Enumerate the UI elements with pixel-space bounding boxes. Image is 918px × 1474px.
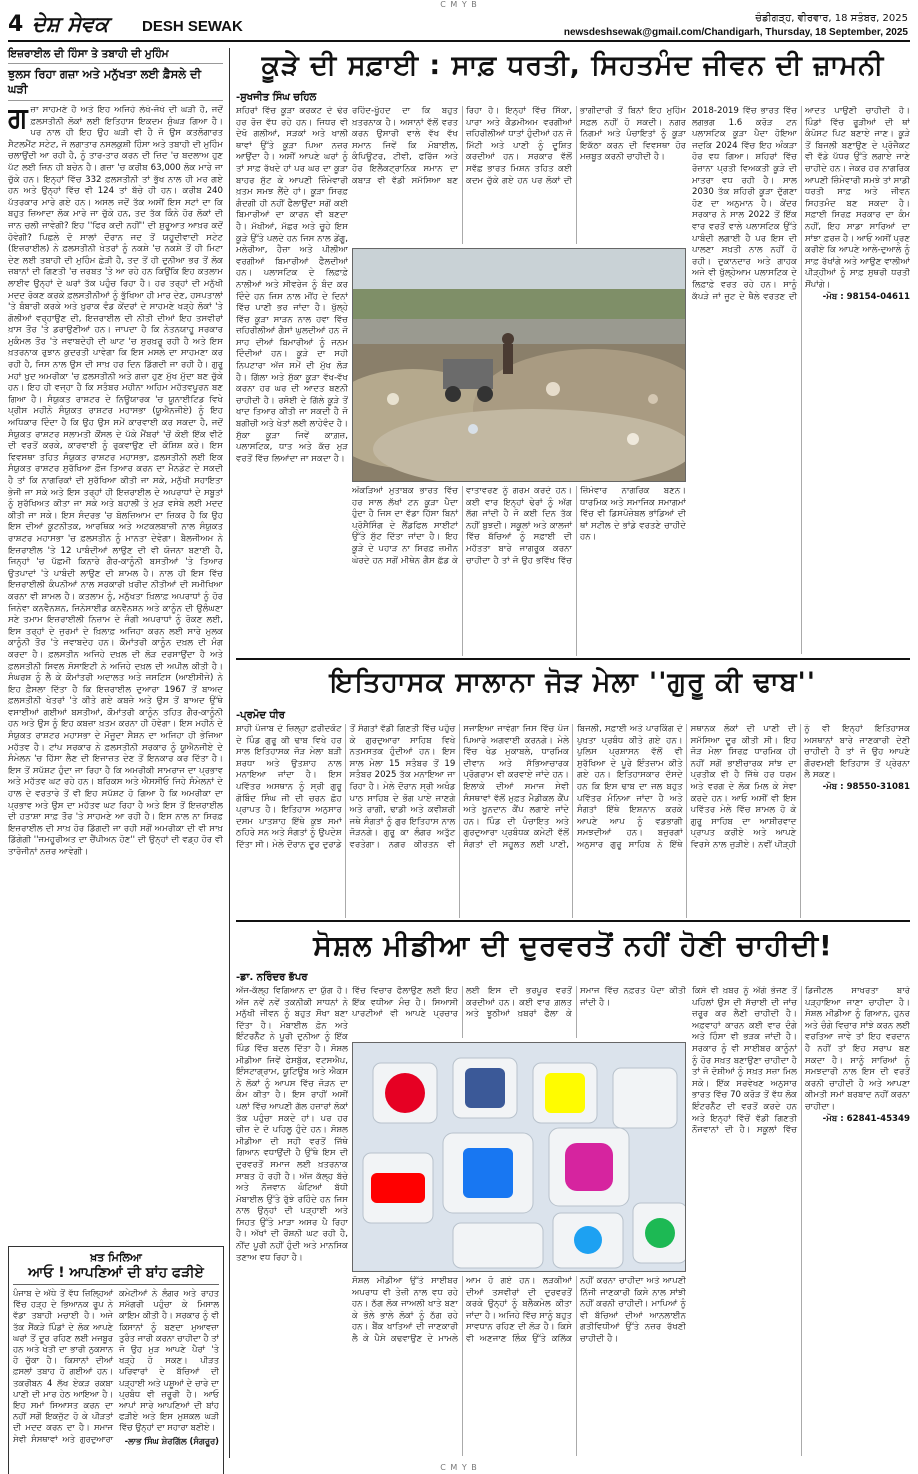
article3-column-c: ਸੋਸ਼ਲ ਮੀਡੀਆ ਉੱਤੇ ਸਾਈਬਰ ਅਪਰਾਧ ਵੀ ਤੇਜ਼ੀ ਨਾਲ ਵਧ ਰਹੇ ਹਨ। ਠੱਗ ਲੋਕ ਜਾਅਲੀ ਖਾਤੇ ਬਣਾ ਕੇ ਭੋਲੇ ਭਾਲੇ ਲੋਕਾਂ ਨੂੰ ਠੱਗ ਰਹੇ ਹਨ। ਬੈਂਕ ਖਾਤਿਆਂ ਦੀ ਜਾਣਕਾਰੀ ਲੈ ਕੇ ਪੈਸੇ ਕਢਵਾਉਣ ਦੇ ਮਾਮਲੇ ਆਮ ਹੋ ਗਏ ਹਨ। ਲੜਕੀਆਂ ਦੀਆਂ ਤਸਵੀਰਾਂ ਦੀ ਦੁਰਵਰਤੋਂ ਕਰਕੇ ਉਨ੍ਹਾਂ ਨੂੰ ਬਲੈਕਮੇਲ ਕੀਤਾ ਜਾਂਦਾ ਹੈ। ਅਜਿਹੇ ਵਿੱਚ ਸਾਨੂੰ ਬਹੁਤ ਸਾਵਧਾਨ ਰਹਿਣ ਦੀ ਲੋੜ ਹੈ। ਕਿਸੇ ਵੀ ਅਣਜਾਣ ਲਿੰਕ ਉੱਤੇ ਕਲਿੱਕ ਨਹੀਂ ਕਰਨਾ ਚਾਹੀਦਾ ਅਤੇ ਆਪਣੀ ਨਿੱਜੀ ਜਾਣਕਾਰੀ ਕਿਸੇ ਨਾਲ ਸਾਂਝੀ ਨਹੀਂ ਕਰਨੀ ਚਾਹੀਦੀ। ਮਾਪਿਆਂ ਨੂੰ ਵੀ ਬੱਚਿਆਂ ਦੀਆਂ ਆਨਲਾਈਨ ਗਤੀਵਿਧੀਆਂ ਉੱਤੇ ਨਜ਼ਰ ਰੱਖਣੀ ਚਾਹੀਦੀ ਹੈ। (352, 1276, 686, 1344)
article3-headline: ਸੋਸ਼ਲ ਮੀਡੀਆ ਦੀ ਦੁਰਵਰਤੋਂ ਨਹੀਂ ਹੋਣੀ ਚਾਹੀਦੀ! (313, 929, 833, 962)
brand-punjabi: ਦੇਸ਼ ਸੇਵਕ (32, 12, 109, 36)
masthead (8, 12, 910, 42)
social-media-keys-illustration (353, 1043, 686, 1272)
left-article-body (8, 105, 223, 1175)
print-registration-top: C M Y B (440, 0, 478, 9)
article1-column-b: ਰਹਿੰਦ-ਖੂੰਹਦ ਦਾ ਕਿ ਬਹੁਤ ਖ਼ਤਰਨਾਕ ਹੈ। ਅਸਾਨਾਂ ਵੱਲੋਂ ਵਰਤ ਕਰਨ ਉਸਾਰੀ ਵਾਲੇ ਵੱਖ ਵੱਖ ਸਮਾਨ ਜਿਵੇਂ ਕਿ ਮੋਬਾਈਲ, ਕੰਪਿਊਟਰ, ਟੀਵੀ, ਫਰਿੱਜ ਅਤੇ ਹੋਰ ਇਲੈਕਟ੍ਰਾਨਿਕ ਸਮਾਨ ਦਾ ਕਬਾੜ ਵੀ ਵੱਡੀ ਸਮੱਸਿਆ ਬਣ ਰਿਹਾ ਹੈ। ਇਨ੍ਹਾਂ ਵਿੱਚ ਸਿੱਕਾ, ਪਾਰਾ ਅਤੇ ਕੈਡਮੀਅਮ ਵਰਗੀਆਂ ਜ਼ਹਿਰੀਲੀਆਂ ਧਾਤਾਂ ਹੁੰਦੀਆਂ ਹਨ ਜੋ ਮਿੱਟੀ ਅਤੇ ਪਾਣੀ ਨੂੰ ਦੂਸ਼ਿਤ ਕਰਦੀਆਂ ਹਨ। ਸਰਕਾਰ ਵੱਲੋਂ ਸਵੱਛ ਭਾਰਤ ਮਿਸ਼ਨ ਤਹਿਤ ਕਈ ਕਦਮ ਚੁੱਕੇ ਗਏ ਹਨ ਪਰ ਲੋਕਾਂ ਦੀ ਭਾਗੀਦਾਰੀ ਤੋਂ ਬਿਨਾਂ ਇਹ ਮੁਹਿੰਮ ਸਫ਼ਲ ਨਹੀਂ ਹੋ ਸਕਦੀ। ਨਗਰ ਨਿਗਮਾਂ ਅਤੇ ਪੰਚਾਇਤਾਂ ਨੂੰ ਕੂੜਾ ਇਕੱਠਾ ਕਰਨ ਦੀ ਵਿਵਸਥਾ ਹੋਰ ਮਜ਼ਬੂਤ ਕਰਨੀ ਚਾਹੀਦੀ ਹੈ। (352, 106, 686, 186)
letters-body (13, 1288, 219, 1474)
left-column (8, 48, 230, 1458)
article3-column-a: ਅੱਜ-ਕੱਲ੍ਹ ਵਿਗਿਆਨ ਦਾ ਯੁੱਗ ਹੈ। ਅੱਜ ਨਵੇਂ ਨਵੇਂ ਤਕਨੀਕੀ ਸਾਧਨਾਂ ਨੇ ਮਨੁੱਖੀ ਜੀਵਨ ਨੂੰ ਬਹੁਤ ਸੌਖਾ ਬਣਾ ਦਿੱਤਾ ਹੈ। ਮੋਬਾਈਲ ਫ਼ੋਨ ਅਤੇ ਇੰਟਰਨੈੱਟ ਨੇ ਪੂਰੀ ਦੁਨੀਆ ਨੂੰ ਇੱਕ ਪਿੰਡ ਵਿੱਚ ਬਦਲ ਦਿੱਤਾ ਹੈ। ਸੋਸ਼ਲ ਮੀਡੀਆ ਜਿਵੇਂ ਫੇਸਬੁੱਕ, ਵਟਸਐਪ, ਇੰਸਟਾਗ੍ਰਾਮ, ਯੂਟਿਊਬ ਅਤੇ ਐਕਸ ਨੇ ਲੋਕਾਂ ਨੂੰ ਆਪਸ ਵਿੱਚ ਜੋੜਨ ਦਾ ਕੰਮ ਕੀਤਾ ਹੈ। ਇਸ ਰਾਹੀਂ ਅਸੀਂ ਪਲਾਂ ਵਿੱਚ ਆਪਣੀ ਗੱਲ ਹਜ਼ਾਰਾਂ ਲੋਕਾਂ ਤੱਕ ਪਹੁੰਚਾ ਸਕਦੇ ਹਾਂ। ਪਰ ਹਰ ਚੀਜ਼ ਦੇ ਦੋ ਪਹਿਲੂ ਹੁੰਦੇ ਹਨ। ਸੋਸ਼ਲ ਮੀਡੀਆ ਦੀ ਸਹੀ ਵਰਤੋਂ ਜਿੱਥੇ ਗਿਆਨ ਵਧਾਉਂਦੀ ਹੈ ਉੱਥੇ ਇਸ ਦੀ ਦੁਰਵਰਤੋਂ ਸਮਾਜ ਲਈ ਖ਼ਤਰਨਾਕ ਸਾਬਤ ਹੋ ਰਹੀ ਹੈ। ਅੱਜ ਕੱਲ੍ਹ ਬੱਚੇ ਅਤੇ ਨੌਜਵਾਨ ਘੰਟਿਆਂ ਬੱਧੀ ਮੋਬਾਈਲ ਉੱਤੇ ਰੁੱਝੇ ਰਹਿੰਦੇ ਹਨ ਜਿਸ ਨਾਲ ਉਨ੍ਹਾਂ ਦੀ ਪੜ੍ਹਾਈ ਅਤੇ ਸਿਹਤ ਉੱਤੇ ਮਾੜਾ ਅਸਰ ਪੈ ਰਿਹਾ ਹੈ। ਅੱਖਾਂ ਦੀ ਰੌਸ਼ਨੀ ਘਟ ਰਹੀ ਹੈ, ਨੀਂਦ ਪੂਰੀ ਨਹੀਂ ਹੁੰਦੀ ਅਤੇ ਮਾਨਸਿਕ ਤਣਾਅ ਵਧ ਰਿਹਾ ਹੈ। (236, 986, 348, 1263)
article1-column-a: ਸ਼ਹਿਰਾਂ ਵਿੱਚ ਕੂੜਾ ਕਰਕਟ ਦੇ ਢੇਰ ਹਰ ਰੋਜ਼ ਵੱਧ ਰਹੇ ਹਨ। ਜਿਧਰ ਵੀ ਦੇਖੋ ਗਲੀਆਂ, ਸੜਕਾਂ ਅਤੇ ਖਾਲੀ ਥਾਵਾਂ ਉੱਤੇ ਕੂੜਾ ਪਿਆ ਨਜ਼ਰ ਆਉਂਦਾ ਹੈ। ਅਸੀਂ ਆਪਣੇ ਘਰਾਂ ਨੂੰ ਤਾਂ ਸਾਫ਼ ਰੱਖਦੇ ਹਾਂ ਪਰ ਘਰ ਦਾ ਕੂੜਾ ਬਾਹਰ ਸੁੱਟ ਕੇ ਆਪਣੀ ਜ਼ਿੰਮੇਵਾਰੀ ਖ਼ਤਮ ਸਮਝ ਲੈਂਦੇ ਹਾਂ। ਕੂੜਾ ਸਿਰਫ਼ ਗੰਦਗੀ ਹੀ ਨਹੀਂ ਫੈਲਾਉਂਦਾ ਸਗੋਂ ਕਈ ਬਿਮਾਰੀਆਂ ਦਾ ਕਾਰਨ ਵੀ ਬਣਦਾ ਹੈ। ਮੱਖੀਆਂ, ਮੱਛਰ ਅਤੇ ਚੂਹੇ ਇਸ ਕੂੜੇ ਉੱਤੇ ਪਲਦੇ ਹਨ ਜਿਸ ਨਾਲ ਡੇਂਗੂ, ਮਲੇਰੀਆ, ਹੈਜ਼ਾ ਅਤੇ ਪੀਲੀਆ ਵਰਗੀਆਂ ਬਿਮਾਰੀਆਂ ਫੈਲਦੀਆਂ ਹਨ। ਪਲਾਸਟਿਕ ਦੇ ਲਿਫ਼ਾਫ਼ੇ ਨਾਲੀਆਂ ਅਤੇ ਸੀਵਰੇਜ ਨੂੰ ਬੰਦ ਕਰ ਦਿੰਦੇ ਹਨ ਜਿਸ ਨਾਲ ਮੀਂਹ ਦੇ ਦਿਨਾਂ ਵਿੱਚ ਪਾਣੀ ਭਰ ਜਾਂਦਾ ਹੈ। ਖੁੱਲ੍ਹੇ ਵਿੱਚ ਕੂੜਾ ਸਾੜਨ ਨਾਲ ਹਵਾ ਵਿੱਚ ਜ਼ਹਿਰੀਲੀਆਂ ਗੈਸਾਂ ਘੁਲਦੀਆਂ ਹਨ ਜੋ ਸਾਹ ਦੀਆਂ ਬਿਮਾਰੀਆਂ ਨੂੰ ਜਨਮ ਦਿੰਦੀਆਂ ਹਨ। ਕੂੜੇ ਦਾ ਸਹੀ ਨਿਪਟਾਰਾ ਅੱਜ ਸਮੇਂ ਦੀ ਮੁੱਖ ਲੋੜ ਹੈ। ਗਿੱਲਾ ਅਤੇ ਸੁੱਕਾ ਕੂੜਾ ਵੱਖ-ਵੱਖ ਕਰਨਾ ਹਰ ਘਰ ਦੀ ਆਦਤ ਬਣਨੀ ਚਾਹੀਦੀ ਹੈ। ਰਸੋਈ ਦੇ ਗਿੱਲੇ ਕੂੜੇ ਤੋਂ ਖਾਦ ਤਿਆਰ ਕੀਤੀ ਜਾ ਸਕਦੀ ਹੈ ਜੋ ਬਗੀਚੀ ਅਤੇ ਖੇਤਾਂ ਲਈ ਲਾਹੇਵੰਦ ਹੈ। ਸੁੱਕਾ ਕੂੜਾ ਜਿਵੇਂ ਕਾਗ਼ਜ਼, ਪਲਾਸਟਿਕ, ਧਾਤ ਅਤੇ ਕੱਚ ਮੁੜ ਵਰਤੋਂ ਵਿੱਚ ਲਿਆਂਦਾ ਜਾ ਸਕਦਾ ਹੈ। (236, 106, 348, 464)
article1-column-d-text: 2018-2019 ਵਿੱਚ ਭਾਰਤ ਵਿੱਚ ਲਗਭਗ 1.6 ਕਰੋੜ ਟਨ ਪਲਾਸਟਿਕ ਕੂੜਾ ਪੈਦਾ ਹੋਇਆ ਜਦਕਿ 2024 ਵਿੱਚ ਇਹ ਅੰਕੜਾ ਹੋਰ ਵਧ ਗਿਆ। ਸ਼ਹਿਰਾਂ ਵਿੱਚ ਰੋਜ਼ਾਨਾ ਪ੍ਰਤੀ ਵਿਅਕਤੀ ਕੂੜੇ ਦੀ ਮਾਤਰਾ ਵਧ ਰਹੀ ਹੈ। ਸਾਲ 2030 ਤੱਕ ਸ਼ਹਿਰੀ ਕੂੜਾ ਦੁੱਗਣਾ ਹੋਣ ਦਾ ਅਨੁਮਾਨ ਹੈ। ਕੇਂਦਰ ਸਰਕਾਰ ਨੇ ਸਾਲ 2022 ਤੋਂ ਇੱਕ ਵਾਰ ਵਰਤੋਂ ਵਾਲੇ ਪਲਾਸਟਿਕ ਉੱਤੇ ਪਾਬੰਦੀ ਲਗਾਈ ਹੈ ਪਰ ਇਸ ਦੀ ਪਾਲਣਾ ਸਖ਼ਤੀ ਨਾਲ ਨਹੀਂ ਹੋ ਰਹੀ। ਦੁਕਾਨਦਾਰ ਅਤੇ ਗਾਹਕ ਅਜੇ ਵੀ ਖੁੱਲ੍ਹੇਆਮ ਪਲਾਸਟਿਕ ਦੇ ਲਿਫ਼ਾਫ਼ੇ ਵਰਤ ਰਹੇ ਹਨ। ਸਾਨੂੰ ਕੱਪੜੇ ਜਾਂ ਜੂਟ ਦੇ ਥੈਲੇ ਵਰਤਣ ਦੀ ਆਦਤ ਪਾਉਣੀ ਚਾਹੀਦੀ ਹੈ। ਪਿੰਡਾਂ ਵਿੱਚ ਰੂੜੀਆਂ ਦੀ ਥਾਂ ਕੰਪੋਸਟ ਪਿਟ ਬਣਾਏ ਜਾਣ। ਕੂੜੇ ਤੋਂ ਬਿਜਲੀ ਬਣਾਉਣ ਦੇ ਪ੍ਰੋਜੈਕਟ ਵੀ ਵੱਡੇ ਪੱਧਰ ਉੱਤੇ ਲਗਾਏ ਜਾਣੇ ਚਾਹੀਦੇ ਹਨ। ਜੇਕਰ ਹਰ ਨਾਗਰਿਕ ਆਪਣੀ ਜ਼ਿੰਮੇਵਾਰੀ ਸਮਝੇ ਤਾਂ ਸਾਡੀ ਧਰਤੀ ਸਾਫ਼ ਅਤੇ ਜੀਵਨ ਸਿਹਤਮੰਦ ਬਣ ਸਕਦਾ ਹੈ। ਸਫ਼ਾਈ ਸਿਰਫ਼ ਸਰਕਾਰ ਦਾ ਕੰਮ ਨਹੀਂ, ਇਹ ਸਾਡਾ ਸਾਰਿਆਂ ਦਾ ਸਾਂਝਾ ਫ਼ਰਜ਼ ਹੈ। ਆਓ ਅਸੀਂ ਪ੍ਰਣ ਕਰੀਏ ਕਿ ਆਪਣੇ ਆਲੇ-ਦੁਆਲੇ ਨੂੰ ਸਾਫ਼ ਰੱਖਾਂਗੇ ਅਤੇ ਆਉਣ ਵਾਲੀਆਂ ਪੀੜ੍ਹੀਆਂ ਨੂੰ ਸਾਫ਼ ਸੁਥਰੀ ਧਰਤੀ ਸੌਂਪਾਂਗੇ। (692, 106, 910, 302)
letters-text: ਪੰਜਾਬ ਦੇ ਅੱਧੇ ਤੋਂ ਵੱਧ ਜ਼ਿਲ੍ਹਿਆਂ ਵਿੱਚ ਹੜ੍ਹ ਦੇ ਭਿਆਨਕ ਰੂਪ ਨੇ ਵੱਡਾ ਤਬਾਹੀ ਮਚਾਈ ਹੈ। ਅਜੇ ਤੱਕ ਸੈਂਕੜੇ ਪਿੰਡਾਂ ਦੇ ਲੋਕ ਆਪਣੇ ਘਰਾਂ ਤੋਂ ਦੂਰ ਰਹਿਣ ਲਈ ਮਜਬੂਰ ਹਨ ਅਤੇ ਖੇਤੀ ਦਾ ਭਾਰੀ ਨੁਕਸਾਨ ਹੋ ਚੁੱਕਾ ਹੈ। ਕਿਸਾਨਾਂ ਦੀਆਂ ਫ਼ਸਲਾਂ ਤਬਾਹ ਹੋ ਗਈਆਂ ਹਨ। ਤਕਰੀਬਨ 4 ਲੱਖ ਏਕੜ ਰਕਬਾ ਪਾਣੀ ਦੀ ਮਾਰ ਹੇਠ ਆਇਆ ਹੈ। ਇਹ ਸਮਾਂ ਸਿਆਸਤ ਕਰਨ ਦਾ ਨਹੀਂ ਸਗੋਂ ਇਕਜੁੱਟ ਹੋ ਕੇ ਪੀੜਤਾਂ ਦੀ ਮਦਦ ਕਰਨ ਦਾ ਹੈ। ਸਮਾਜ ਸੇਵੀ ਸੰਸਥਾਵਾਂ ਅਤੇ ਗੁਰਦੁਆਰਾ ਕਮੇਟੀਆਂ ਨੇ ਲੰਗਰ ਅਤੇ ਰਾਹਤ ਸਮੱਗਰੀ ਪਹੁੰਚਾ ਕੇ ਮਿਸਾਲ ਕਾਇਮ ਕੀਤੀ ਹੈ। ਸਰਕਾਰ ਨੂੰ ਵੀ ਕਿਸਾਨਾਂ ਨੂੰ ਬਣਦਾ ਮੁਆਵਜ਼ਾ ਤੁਰੰਤ ਜਾਰੀ ਕਰਨਾ ਚਾਹੀਦਾ ਹੈ ਤਾਂ ਜੋ ਉਹ ਮੁੜ ਆਪਣੇ ਪੈਰਾਂ 'ਤੇ ਖੜ੍ਹੇ ਹੋ ਸਕਣ। ਪੀੜਤ ਪਰਿਵਾਰਾਂ ਦੇ ਬੱਚਿਆਂ ਦੀ ਪੜ੍ਹਾਈ ਅਤੇ ਪਸ਼ੂਆਂ ਦੇ ਚਾਰੇ ਦਾ ਪ੍ਰਬੰਧ ਵੀ ਜ਼ਰੂਰੀ ਹੈ। ਆਓ ਆਪਾਂ ਸਾਰੇ ਆਪਣਿਆਂ ਦੀ ਬਾਂਹ ਫੜੀਏ ਅਤੇ ਇਸ ਮੁਸ਼ਕਲ ਘੜੀ ਵਿੱਚ ਉਨ੍ਹਾਂ ਦਾ ਸਹਾਰਾ ਬਣੀਏ। (13, 1288, 219, 1444)
article1-column-c: ਅੰਕੜਿਆਂ ਮੁਤਾਬਕ ਭਾਰਤ ਵਿੱਚ ਹਰ ਸਾਲ ਲੱਖਾਂ ਟਨ ਕੂੜਾ ਪੈਦਾ ਹੁੰਦਾ ਹੈ ਜਿਸ ਦਾ ਵੱਡਾ ਹਿੱਸਾ ਬਿਨਾਂ ਪ੍ਰੋਸੈਸਿੰਗ ਦੇ ਲੈਂਡਫਿਲ ਸਾਈਟਾਂ ਉੱਤੇ ਸੁੱਟ ਦਿੱਤਾ ਜਾਂਦਾ ਹੈ। ਇਹ ਕੂੜੇ ਦੇ ਪਹਾੜ ਨਾ ਸਿਰਫ਼ ਜ਼ਮੀਨ ਘੇਰਦੇ ਹਨ ਸਗੋਂ ਮੀਥੇਨ ਗੈਸ ਛੱਡ ਕੇ ਵਾਤਾਵਰਣ ਨੂੰ ਗਰਮ ਕਰਦੇ ਹਨ। ਕਈ ਵਾਰ ਇਨ੍ਹਾਂ ਢੇਰਾਂ ਨੂੰ ਅੱਗ ਲੱਗ ਜਾਂਦੀ ਹੈ ਜੋ ਕਈ ਦਿਨ ਤੱਕ ਨਹੀਂ ਬੁਝਦੀ। ਸਕੂਲਾਂ ਅਤੇ ਕਾਲਜਾਂ ਵਿੱਚ ਬੱਚਿਆਂ ਨੂੰ ਸਫ਼ਾਈ ਦੀ ਮਹੱਤਤਾ ਬਾਰੇ ਜਾਗਰੂਕ ਕਰਨਾ ਚਾਹੀਦਾ ਹੈ ਤਾਂ ਜੋ ਉਹ ਭਵਿੱਖ ਵਿੱਚ ਜ਼ਿੰਮੇਵਾਰ ਨਾਗਰਿਕ ਬਣਨ। ਧਾਰਮਿਕ ਅਤੇ ਸਮਾਜਿਕ ਸਮਾਗਮਾਂ ਵਿੱਚ ਵੀ ਡਿਸਪੋਜ਼ੇਬਲ ਭਾਂਡਿਆਂ ਦੀ ਥਾਂ ਸਟੀਲ ਦੇ ਭਾਂਡੇ ਵਰਤਣੇ ਚਾਹੀਦੇ ਹਨ। (352, 486, 686, 566)
left-article-kicker: ਇਜ਼ਰਾਈਲ ਦੀ ਹਿੰਸਾ ਤੇ ਤਬਾਹੀ ਦੀ ਮੁਹਿੰਮ (8, 48, 223, 64)
garbage-dump-illustration (353, 249, 686, 482)
social-media-keyboard-photo (352, 1042, 686, 1272)
article2-body (236, 724, 910, 918)
article1-byline: -ਸੁਖਜੀਤ ਸਿੰਘ ਚਹਿਲ (236, 92, 317, 103)
article2-text: ਸ਼ਾਹੀ ਪੰਜਾਬ ਦੇ ਜ਼ਿਲ੍ਹਾ ਫ਼ਰੀਦਕੋਟ ਦੇ ਪਿੰਡ ਗੁਰੂ ਕੀ ਢਾਬ ਵਿਖੇ ਹਰ ਸਾਲ ਇਤਿਹਾਸਕ ਜੋੜ ਮੇਲਾ ਬੜੀ ਸ਼ਰਧਾ ਅਤੇ ਉਤਸ਼ਾਹ ਨਾਲ ਮਨਾਇਆ ਜਾਂਦਾ ਹੈ। ਇਸ ਪਵਿੱਤਰ ਅਸਥਾਨ ਨੂੰ ਸ੍ਰੀ ਗੁਰੂ ਗੋਬਿੰਦ ਸਿੰਘ ਜੀ ਦੀ ਚਰਨ ਛੋਹ ਪ੍ਰਾਪਤ ਹੈ। ਇਤਿਹਾਸ ਅਨੁਸਾਰ ਦਸਮ ਪਾਤਸ਼ਾਹ ਇੱਥੇ ਕੁਝ ਸਮਾਂ ਠਹਿਰੇ ਸਨ ਅਤੇ ਸੰਗਤਾਂ ਨੂੰ ਉਪਦੇਸ਼ ਦਿੱਤਾ ਸੀ। ਮੇਲੇ ਦੌਰਾਨ ਦੂਰ ਦੁਰਾਡੇ ਤੋਂ ਸੰਗਤਾਂ ਵੱਡੀ ਗਿਣਤੀ ਵਿੱਚ ਪਹੁੰਚ ਕੇ ਗੁਰਦੁਆਰਾ ਸਾਹਿਬ ਵਿਖੇ ਨਤਮਸਤਕ ਹੁੰਦੀਆਂ ਹਨ। ਇਸ ਸਾਲ ਮੇਲਾ 15 ਸਤੰਬਰ ਤੋਂ 19 ਸਤੰਬਰ 2025 ਤੱਕ ਮਨਾਇਆ ਜਾ ਰਿਹਾ ਹੈ। ਮੇਲੇ ਦੌਰਾਨ ਸ੍ਰੀ ਅਖੰਡ ਪਾਠ ਸਾਹਿਬ ਦੇ ਭੋਗ ਪਾਏ ਜਾਣਗੇ ਅਤੇ ਰਾਗੀ, ਢਾਡੀ ਅਤੇ ਕਵੀਸ਼ਰੀ ਜਥੇ ਸੰਗਤਾਂ ਨੂੰ ਗੁਰ ਇਤਿਹਾਸ ਨਾਲ ਜੋੜਨਗੇ। ਗੁਰੂ ਕਾ ਲੰਗਰ ਅਤੁੱਟ ਵਰਤੇਗਾ। ਨਗਰ ਕੀਰਤਨ ਵੀ ਸਜਾਇਆ ਜਾਵੇਗਾ ਜਿਸ ਵਿੱਚ ਪੰਜ ਪਿਆਰੇ ਅਗਵਾਈ ਕਰਨਗੇ। ਮੇਲੇ ਵਿੱਚ ਖੇਡ ਮੁਕਾਬਲੇ, ਧਾਰਮਿਕ ਦੀਵਾਨ ਅਤੇ ਸੱਭਿਆਚਾਰਕ ਪ੍ਰੋਗਰਾਮ ਵੀ ਕਰਵਾਏ ਜਾਂਦੇ ਹਨ। ਇਲਾਕੇ ਦੀਆਂ ਸਮਾਜ ਸੇਵੀ ਸੰਸਥਾਵਾਂ ਵੱਲੋਂ ਮੁਫ਼ਤ ਮੈਡੀਕਲ ਕੈਂਪ ਅਤੇ ਖ਼ੂਨਦਾਨ ਕੈਂਪ ਲਗਾਏ ਜਾਂਦੇ ਹਨ। ਪਿੰਡ ਦੀ ਪੰਚਾਇਤ ਅਤੇ ਗੁਰਦੁਆਰਾ ਪ੍ਰਬੰਧਕ ਕਮੇਟੀ ਵੱਲੋਂ ਸੰਗਤਾਂ ਦੀ ਸਹੂਲਤ ਲਈ ਪਾਣੀ, ਬਿਜਲੀ, ਸਫ਼ਾਈ ਅਤੇ ਪਾਰਕਿੰਗ ਦੇ ਪੁਖ਼ਤਾ ਪ੍ਰਬੰਧ ਕੀਤੇ ਗਏ ਹਨ। ਪੁਲਿਸ ਪ੍ਰਸ਼ਾਸਨ ਵੱਲੋਂ ਵੀ ਸੁਰੱਖਿਆ ਦੇ ਪੂਰੇ ਇੰਤਜ਼ਾਮ ਕੀਤੇ ਗਏ ਹਨ। ਇਤਿਹਾਸਕਾਰ ਦੱਸਦੇ ਹਨ ਕਿ ਇਸ ਢਾਬ ਦਾ ਜਲ ਬਹੁਤ ਪਵਿੱਤਰ ਮੰਨਿਆ ਜਾਂਦਾ ਹੈ ਅਤੇ ਸੰਗਤਾਂ ਇੱਥੇ ਇਸ਼ਨਾਨ ਕਰਕੇ ਆਪਣੇ ਆਪ ਨੂੰ ਵਡਭਾਗੀ ਸਮਝਦੀਆਂ ਹਨ। ਬਜ਼ੁਰਗਾਂ ਅਨੁਸਾਰ ਗੁਰੂ ਸਾਹਿਬ ਨੇ ਇੱਥੇ ਸਥਾਨਕ ਲੋਕਾਂ ਦੀ ਪਾਣੀ ਦੀ ਸਮੱਸਿਆ ਦੂਰ ਕੀਤੀ ਸੀ। ਇਹ ਜੋੜ ਮੇਲਾ ਸਿਰਫ਼ ਧਾਰਮਿਕ ਹੀ ਨਹੀਂ ਸਗੋਂ ਭਾਈਚਾਰਕ ਸਾਂਝ ਦਾ ਪ੍ਰਤੀਕ ਵੀ ਹੈ ਜਿੱਥੇ ਹਰ ਧਰਮ ਅਤੇ ਵਰਗ ਦੇ ਲੋਕ ਮਿਲ ਕੇ ਸੇਵਾ ਕਰਦੇ ਹਨ। ਆਓ ਅਸੀਂ ਵੀ ਇਸ ਪਵਿੱਤਰ ਮੇਲੇ ਵਿੱਚ ਸ਼ਾਮਲ ਹੋ ਕੇ ਗੁਰੂ ਸਾਹਿਬ ਦਾ ਆਸ਼ੀਰਵਾਦ ਪ੍ਰਾਪਤ ਕਰੀਏ ਅਤੇ ਆਪਣੇ ਵਿਰਸੇ ਨਾਲ ਜੁੜੀਏ। ਨਵੀਂ ਪੀੜ੍ਹੀ ਨੂੰ ਵੀ ਇਨ੍ਹਾਂ ਇਤਿਹਾਸਕ ਅਸਥਾਨਾਂ ਬਾਰੇ ਜਾਣਕਾਰੀ ਦੇਣੀ ਚਾਹੀਦੀ ਹੈ ਤਾਂ ਜੋ ਉਹ ਆਪਣੇ ਗੌਰਵਮਈ ਇਤਿਹਾਸ ਤੋਂ ਪ੍ਰੇਰਨਾ ਲੈ ਸਕਣ। (236, 724, 910, 850)
page-number: 4 (8, 12, 24, 37)
print-registration-bottom: C M Y B (440, 1463, 478, 1472)
article-guru-ki-dhab (236, 666, 910, 922)
article3-byline: -ਡਾ. ਨਰਿੰਦਰ ਭੱਪਰ (236, 972, 308, 983)
garbage-dump-photo (352, 248, 686, 482)
article-waste-cleanup (236, 48, 910, 660)
letters-kicker: ਖ਼ਤ ਮਿਲਿਆ (90, 1251, 142, 1264)
left-article-headline: ਝੁਲਸ ਰਿਹਾ ਗਜ਼ਾ ਅਤੇ ਮਨੁੱਖਤਾ ਲਈ ਫ਼ੈਸਲੇ ਦੀ ਘੜੀ (8, 67, 223, 101)
article1-column-d (692, 106, 910, 654)
letters-signature: -ਲਾਭ ਸਿੰਘ ਸ਼ੇਰਗਿੱਲ (ਸੰਗਰੂਰ) (124, 1435, 219, 1446)
left-article-text: ਜ਼ਾ ਸਾਹਮਣੇ ਹੈ ਅਤੇ ਇਹ ਅਜਿਹੇ ਲੇਖੇ-ਜੋਖੇ ਦੀ ਘੜੀ ਹੈ, ਜਦੋਂ ਫ਼ਲਸਤੀਨੀ ਲੋਕਾਂ ਲਈ ਇਤਿਹਾਸ ਇਕਦਮ ਸੁੰਘੜ ਗਿਆ ਹੈ। ਪਰ ਨਾਲ ਹੀ ਇਹ ਉਹ ਘੜੀ ਵੀ ਹੈ ਜੋ ਉਸ ਕਤਲੋਗਾਰਤ ਸੈਟਲਮੈਂਟ ਸਟੇਟ, ਜੋ ਲਗਾਤਾਰ ਨਸਲਕੁਸ਼ੀ ਹਿੰਸਾ ਅਤੇ ਤਬਾਹੀ ਦੀ ਮੁਹਿੰਮ ਚਲਾਉਂਦੀ ਆ ਰਹੀ ਹੈ, ਨੂੰ ਤਾਰ-ਤਾਰ ਕਰਨ ਦੀ ਜ਼ਿਦ 'ਚ ਬਦਲਾਅ ਹੁਣ ਪੱਟ ਲਈ ਜਿਨ ਹੀ ਬਚੇਨ ਹੈ। ਗਜ਼ਾ 'ਚ ਕਰੀਬ 63,000 ਲੋਕ ਮਾਰੇ ਜਾ ਚੁੱਕੇ ਹਨ। ਇਨ੍ਹਾਂ ਵਿੱਚ 332 ਫ਼ਲਸਤੀਨੀ ਤਾਂ ਭੁੱਖ ਨਾਲ ਹੀ ਮਰ ਗਏ ਹਨ ਅਤੇ ਉਨ੍ਹਾਂ ਵਿੱਚ ਵੀ 124 ਤਾਂ ਬੱਚੇ ਹੀ ਹਨ। ਕਰੀਬ 240 ਪੱਤਰਕਾਰ ਮਾਰੇ ਗਏ ਹਨ। ਅਸਲ ਜਦੋਂ ਤੱਕ ਅਸੀਂ ਇਸ ਸਟਾਂ ਦਾ ਕਿ ਬਹੁਤ ਜ਼ਿਆਦਾ ਲੋਕ ਮਾਰੇ ਜਾ ਚੁੱਕੇ ਹਨ, ਤਦ ਤੱਕ ਕਿੰਨੇ ਹੋਰ ਲੋਕਾਂ ਦੀ ਜਾਨ ਚਲੀ ਜਾਵੇਗੀ? ਇਹ ''ਫਿਰ ਕਦੀ ਨਹੀਂ'' ਦੀ ਸ਼ੁਰੂਆਤ ਆਖ਼ਰ ਕਦੋਂ ਹੋਵੇਗੀ? ਪਿਛਲੇ ਦੋ ਸਾਲਾਂ ਦੌਰਾਨ ਜਦ ਤੋਂ ਯਹੂਦੀਵਾਦੀ ਸਟੇਟ (ਇਜ਼ਰਾਈਲ) ਨੇ ਫ਼ਲਸਤੀਨੀ ਖ਼ੇਤਰਾਂ ਨੂੰ ਨਕਸ਼ੇ 'ਚ ਨਕਸ਼ੇ ਤੋਂ ਹੀ ਮਿਟਾ ਦੇਣ ਲਈ ਤਬਾਹੀ ਦੀ ਮੁਹਿੰਮ ਛੇੜੀ ਹੈ, ਤਦ ਤੋਂ ਹੀ ਦੁਨੀਆ ਭਰ ਤੋਂ ਲੋਕ ਜ਼ਬਾਨਾਂ ਦੀ ਗਿਣਤੀ 'ਚ ਜ਼ਰਬਤ 'ਤੇ ਆ ਰਹੇ ਹਨ ਕਿਉਂਕਿ ਇਹ ਕਤਲਾਮ ਲਾਈਵ ਉਨ੍ਹਾਂ ਦੇ ਘਰਾਂ ਤੱਕ ਪਹੁੰਚ ਰਿਹਾ ਹੈ। ਹਰ ਤਰ੍ਹਾਂ ਦੀ ਮਨੁੱਖੀ ਮਦਦ ਰੋਕਣ ਕਰਕੇ ਫ਼ਲਸਤੀਨੀਆਂ ਨੂੰ ਭੁੱਖਿਆ ਹੀ ਮਾਰ ਦੇਣ, ਹਸਪਤਾਲਾਂ 'ਤੇ ਬੰਬਾਰੀ ਕਰਕੇ ਅਤੇ ਖ਼ੁਰਾਕ ਵੰਡ ਕੇਂਦਰਾਂ ਦੇ ਸਾਹਮਣੇ ਖੜ੍ਹੇ ਲੋਕਾਂ 'ਤੇ ਗੋਲੀਆਂ ਵਰ੍ਹਾਉਣ ਦੀ, ਇਜ਼ਰਾਈਲ ਦੀ ਨੀਤੀ ਦੀਆਂ ਇਹ ਤਸਵੀਰਾਂ ਖ਼ਾਸ ਤੌਰ 'ਤੇ ਡਰਾਉਣੀਆਂ ਹਨ। ਜਾਪਦਾ ਹੈ ਕਿ ਨੇਤਨਯਾਹੂ ਸਰਕਾਰ ਮੁਕੰਮਲ ਤੌਰ 'ਤੇ ਜਵਾਬਦੇਹੀ ਦੀ ਘਾਟ 'ਚ ਸੁਰਖ਼ਰੂ ਰਹੀ ਹੈ ਅਤੇ ਇਸ ਖ਼ਤਰਨਾਕ ਰੁਝਾਨ ਕੁਦਰਤੀ ਪਾਵੇਗਾ ਕਿ ਇਸ ਮਸਲੇ ਦਾ ਸਾਹਮਣਾ ਕਰ ਰਹੀ ਹੈ, ਜਿਸ ਨਾਲ ਉਸ ਦੀ ਸਾਖ਼ ਹਰ ਦਿਨ ਡਿੱਗਦੀ ਜਾ ਰਹੀ ਹੈ। ਗੁਰੂ ਮਹਾਂ ਖ਼ੁਦ ਅਮਰੀਕਾ 'ਚ ਫ਼ਲਸਤੀਨੀ ਅਤੇ ਗਜ਼ਾ ਹੁਣ ਮੁੱਖ ਮੁੱਦਾ ਬਣ ਚੁੱਕੇ ਹਨ। ਇਹ ਹੀ ਵਜ੍ਹਾ ਹੈ ਕਿ ਸਤੰਬਰ ਮਹੀਨਾ ਅਹਿਮ ਮਹੱਤਵਪੂਰਨ ਬਣ ਗਿਆ ਹੈ। ਸੰਯੁਕਤ ਰਾਸ਼ਟਰ ਦੇ ਨਿਊਯਾਰਕ 'ਚ ਯੂਨਾਈਟਿਡ ਵਿਖੇ ਪ੍ਰੀਸ ਮਹੀਨੇ ਸੰਯੁਕਤ ਰਾਸ਼ਟਰ ਮਹਾਸਭਾ (ਯੂਐਨਜੀਏ) ਨੂੰ ਇਹ ਅਧਿਕਾਰ ਦਿੰਦਾ ਹੈ ਕਿ ਉਹ ਉਸ ਸਮੇਂ ਕਾਰਵਾਈ ਕਰ ਸਕਦਾ ਹੈ, ਜਦੋਂ ਸੰਯੁਕਤ ਰਾਸ਼ਟਰ ਸਲਾਮਤੀ ਕੌਂਸਲ ਦੇ ਪੱਕੇ ਮੈਂਬਰਾਂ 'ਚੋਂ ਕੋਈ ਇੱਕ ਵੀਟੋ ਦੀ ਵਰਤੋਂ ਕਰਕੇ, ਕਾਰਵਾਈ ਨੂੰ ਰੁਕਵਾਉਣ ਦੀ ਕੋਸ਼ਿਸ਼ ਕਰੇ। ਇਸ ਵਿਵਸਥਾ ਤਹਿਤ ਸੰਯੁਕਤ ਰਾਸ਼ਟਰ ਮਹਾਸਭਾ, ਫ਼ਲਸਤੀਨੀ ਲਈ ਇਕ ਸੰਯੁਕਤ ਰਾਸ਼ਟਰ ਸੁਰੱਖਿਆ ਫ਼ੌਜ ਤਿਆਰ ਕਰਨ ਦਾ ਮੈਨਡੇਟ ਦੇ ਸਕਦੀ ਹੈ ਤਾਂ ਕਿ ਨਾਗਰਿਕਾਂ ਦੀ ਸੁਰੱਖਿਆ ਕੀਤੀ ਜਾ ਸਕੇ, ਮਨੁੱਖੀ ਸਹਾਇਤਾ ਭੇਜੀ ਜਾ ਸਕੇ ਅਤੇ ਇਸ ਤਰ੍ਹਾਂ ਹੀ ਇਜ਼ਰਾਈਲ ਦੇ ਅਪਰਾਧਾਂ ਦੇ ਸਬੂਤਾਂ ਨੂੰ ਸੁਰੱਖਿਅਤ ਕੀਤਾ ਜਾ ਸਕੇ ਅਤੇ ਬਹਾਲੀ ਤੇ ਮੁੜ ਵਸੇਬੇ ਲਈ ਮਦਦ ਕੀਤੀ ਜਾ ਸਕੇ। ਇਸ ਸੰਦਰਭ 'ਚ ਬੋਲਜ਼ਿਆਮ ਦਾ ਜ਼ਿਕਰ ਹੈ ਕਿ ਉਹ ਇਸ ਦੀਆਂ ਕੂਟਨੀਤਕ, ਆਰਥਿਕ ਅਤੇ ਅਟਕਲਬਾਜ਼ੀ ਨਾਲ ਸੰਯੁਕਤ ਰਾਸ਼ਟਰ ਮਹਾਸਭਾ 'ਚ ਫ਼ਲਸਤੀਨ ਨੂੰ ਮਾਨਤਾ ਦੇਵੇਗਾ। ਬੈਲਜੀਅਮ ਨੇ ਇਜ਼ਰਾਈਲ 'ਤੇ 12 ਪਾਬੰਦੀਆਂ ਲਾਉਣ ਦੀ ਵੀ ਯੋਜਨਾ ਬਣਾਈ ਹੈ, ਜਿਨ੍ਹਾਂ 'ਚ ਪੱਛਮੀ ਕਿਨਾਰੇ ਗੈਰ-ਕਾਨੂੰਨੀ ਬਸਤੀਆਂ 'ਤੇ ਤਿਆਰ ਉਤਪਾਦਾਂ 'ਤੇ ਪਾਬੰਦੀ ਲਾਉਣ ਦੀ ਸ਼ਾਮਲ ਹੈ। ਨਾਲ ਹੀ ਇਸ ਵਿੱਚ ਇਜ਼ਰਾਈਲੀ ਕੰਪਨੀਆਂ ਨਾਲ ਸਰਕਾਰੀ ਖ਼ਰੀਦ ਨੀਤੀਆਂ ਦੀ ਸਮੀਖਿਆ ਕਰਨਾ ਵੀ ਸ਼ਾਮਲ ਹੈ। ਕਤਲਾਮ ਨੂੰ, ਮਨੁੱਖਤਾ ਖ਼ਿਲਾਫ਼ ਅਪਰਾਧਾਂ ਨੂੰ ਹੋਰ ਜਿਨੇਵਾ ਕਨਵੈਨਸ਼ਨ, ਜਿਨੇਸਾਈਡ ਕਨਵੈਨਸ਼ਨ ਅਤੇ ਕਾਨੂੰਨ ਦੀ ਉਲੰਘਣਾ ਸਣੇ ਤਮਾਮ ਇਜ਼ਰਾਈਲੀ ਨਿਜ਼ਾਮ ਦੇ ਜੰਗੀ ਅਪਰਾਧਾਂ ਨੂੰ ਰੋਕਣ ਲਈ, ਇਸ ਤਰ੍ਹਾਂ ਦੇ ਜੁਰਮਾਂ ਦੇ ਖ਼ਿਲਾਫ਼ ਅਜਿਹਾ ਕਰਨ ਲਈ ਸਾਰੇ ਮੁਲਕ ਕਾਨੂੰਨੀ ਤੌਰ 'ਤੇ ਜਵਾਬਦੇਹ ਹਨ। ਕੌਮਾਂਤਰੀ ਕਾਨੂੰਨ ਦਖ਼ਲ ਦੀ ਮੰਗ ਕਰਦਾ ਹੈ। ਫ਼ਲਸਤੀਨ ਅਜਿਹੇ ਦਖ਼ਲ ਦੀ ਲੋੜ ਦਰਸਾਉਂਦਾ ਹੈ ਅਤੇ ਫ਼ਲਸਤੀਨੀ ਸਿਵਲ ਸੋਸਾਇਟੀ ਨੇ ਅਜਿਹੇ ਦਖ਼ਲ ਦੀ ਅਪੀਲ ਕੀਤੀ ਹੈ। ਸੰਘਰਸ਼ ਨੂੰ ਲੈ ਕੇ ਕੌਮਾਂਤਰੀ ਅਦਾਲਤ ਅਤੇ ਜਸਟਿਸ (ਆਈਸੀਜੇ) ਨੇ ਇਹ ਫ਼ੈਸਲਾ ਦਿੱਤਾ ਹੈ ਕਿ ਇਜ਼ਰਾਈਲ ਦੁਆਰਾ 1967 ਤੋਂ ਬਾਅਦ ਫ਼ਲਸਤੀਨੀ ਖੇਤਰਾਂ 'ਤੇ ਕੀਤੇ ਗਏ ਕਬਜ਼ੇ ਅਤੇ ਉਸ ਤੋਂ ਬਾਅਦ ਉੱਥੇ ਵਸਾਈਆਂ ਗਈਆਂ ਬਸਤੀਆਂ, ਕੌਮਾਂਤਰੀ ਕਾਨੂੰਨ ਤਹਿਤ ਗੈਰ-ਕਾਨੂੰਨੀ ਹਨ ਅਤੇ ਉਸ ਨੂੰ ਇਹ ਕਬਜ਼ਾ ਖ਼ਤਮ ਕਰਨਾ ਹੀ ਹੋਵੇਗਾ। ਇਸ ਮਹੀਨੇ ਦੇ ਸੰਯੁਕਤ ਰਾਸ਼ਟਰ ਮਹਾਸਭਾ ਦੇ ਮੌਜੂਦਾ ਸੈਸ਼ਨ ਦਾ ਅਜਿਹਾ ਹੀ ਭੇਜਿਆ ਮਹੱਤਵ ਹੈ। ਟਾਂਪ ਸਰਕਾਰ ਨੇ ਫ਼ਲਸਤੀਨੀ ਸਰਕਾਰ ਨੂੰ ਯੂਐਨਜੀਏ ਦੇ ਸੰਮੇਲਨ 'ਚ ਹਿੱਸਾ ਲੈਣ ਦੀ ਇਜਾਜ਼ਤ ਦੇਣ ਤੋਂ ਇਨਕਾਰ ਕਰ ਦਿੱਤਾ ਹੈ। ਇਸ ਤੋਂ ਸਪੱਸ਼ਟ ਹੁੰਦਾ ਜਾ ਰਿਹਾ ਹੈ ਕਿ ਅਮਰੀਕੀ ਸਾਮਰਾਜ ਦਾ ਪ੍ਰਭਾਵ ਅਤੇ ਮਹੱਤਵ ਘਟ ਰਹੇ ਹਨ। ਬਰਿਕਸ ਅਤੇ ਐਸਸੀਓ ਜਿਹੇ ਸੰਮੇਲਨਾਂ ਦੇ ਹਾਲ ਦੇ ਵਰਤਾਰੇ ਤੋਂ ਵੀ ਇਹ ਸਪੱਸ਼ਟ ਹੋ ਗਿਆ ਹੈ ਕਿ ਅਮਰੀਕਾ ਦਾ ਪ੍ਰਭਾਵ ਅਤੇ ਉਸ ਦਾ ਮਹੱਤਵ ਘਟ ਰਿਹਾ ਹੈ ਅਤੇ ਇਸ ਤੋਂ ਇਜ਼ਰਾਈਲ ਦੀ ਹਤਾਸ਼ਾ ਸਾਫ਼ ਤੌਰ 'ਤੇ ਸਾਹਮਣੇ ਆ ਰਹੀ ਹੈ। ਇਸ ਨਾਲ ਨਾ ਸਿਰਫ਼ ਇਜ਼ਰਾਈਲ ਦੀ ਸਾਖ਼ ਹੋਰ ਡਿੱਗਦੀ ਜਾ ਰਹੀ ਸਗੋਂ ਅਮਰੀਕਾ ਦੀ ਵੀ ਸਾਖ਼ ਡਿੱਗੇਗੀ ''ਜਮਹੂਰੀਅਤ ਦਾ ਚੈਂਪੀਅਨ ਹੋਣ'' ਦੀ ਉਨ੍ਹਾਂ ਦੀ ਵਡ੍ਹ ਹੋਰ ਵੀ ਤਾਰੋਜੀਨਾਂ ਨਜ਼ਰ ਆਵੇਗੀ। (8, 105, 223, 857)
article-social-media (236, 926, 910, 1460)
article3-column-d (692, 986, 910, 1456)
article3-end-note: -ਮੋਬ : 62841-45349 (822, 1113, 910, 1124)
drop-cap: ਗ (8, 105, 28, 134)
dateline-english: newsdeshsewak@gmail.com/Chandigarh, Thursday, 18 September, 2025 (563, 27, 908, 38)
article1-end-note: -ਮੋਬ : 98154-04611 (822, 291, 910, 302)
article1-headline: ਕੂੜੇ ਦੀ ਸਫ਼ਾਈ : ਸਾਫ਼ ਧਰਤੀ, ਸਿਹਤਮੰਦ ਜੀਵਨ ਦੀ ਜ਼ਾਮਨੀ (261, 50, 885, 81)
dateline-punjabi: ਚੰਡੀਗੜ੍ਹ, ਵੀਰਵਾਰ, 18 ਸਤੰਬਰ, 2025 (755, 13, 908, 24)
article2-end-note: -ਮੋਬ : 98550-31081 (822, 781, 910, 792)
article3-column-d-text: ਕਿਸੇ ਵੀ ਖ਼ਬਰ ਨੂੰ ਅੱਗੇ ਭੇਜਣ ਤੋਂ ਪਹਿਲਾਂ ਉਸ ਦੀ ਸੱਚਾਈ ਦੀ ਜਾਂਚ ਜ਼ਰੂਰ ਕਰ ਲੈਣੀ ਚਾਹੀਦੀ ਹੈ। ਅਫ਼ਵਾਹਾਂ ਕਾਰਨ ਕਈ ਵਾਰ ਦੰਗੇ ਅਤੇ ਹਿੰਸਾ ਵੀ ਭੜਕ ਜਾਂਦੀ ਹੈ। ਸਰਕਾਰ ਨੂੰ ਵੀ ਸਾਈਬਰ ਕਾਨੂੰਨਾਂ ਨੂੰ ਹੋਰ ਸਖ਼ਤ ਬਣਾਉਣਾ ਚਾਹੀਦਾ ਹੈ ਤਾਂ ਜੋ ਦੋਸ਼ੀਆਂ ਨੂੰ ਸਖ਼ਤ ਸਜ਼ਾ ਮਿਲ ਸਕੇ। ਇੱਕ ਸਰਵੇਖਣ ਅਨੁਸਾਰ ਭਾਰਤ ਵਿੱਚ 70 ਕਰੋੜ ਤੋਂ ਵੱਧ ਲੋਕ ਇੰਟਰਨੈੱਟ ਦੀ ਵਰਤੋਂ ਕਰਦੇ ਹਨ ਅਤੇ ਇਨ੍ਹਾਂ ਵਿੱਚੋਂ ਵੱਡੀ ਗਿਣਤੀ ਨੌਜਵਾਨਾਂ ਦੀ ਹੈ। ਸਕੂਲਾਂ ਵਿੱਚ ਡਿਜੀਟਲ ਸਾਖਰਤਾ ਬਾਰੇ ਪੜ੍ਹਾਇਆ ਜਾਣਾ ਚਾਹੀਦਾ ਹੈ। ਸੋਸ਼ਲ ਮੀਡੀਆ ਨੂੰ ਗਿਆਨ, ਹੁਨਰ ਅਤੇ ਚੰਗੇ ਵਿਚਾਰ ਸਾਂਝੇ ਕਰਨ ਲਈ ਵਰਤਿਆ ਜਾਵੇ ਤਾਂ ਇਹ ਵਰਦਾਨ ਹੈ ਨਹੀਂ ਤਾਂ ਇਹ ਸਰਾਪ ਬਣ ਸਕਦਾ ਹੈ। ਸਾਨੂੰ ਸਾਰਿਆਂ ਨੂੰ ਸਮਝਦਾਰੀ ਨਾਲ ਇਸ ਦੀ ਵਰਤੋਂ ਕਰਨੀ ਚਾਹੀਦੀ ਹੈ ਅਤੇ ਆਪਣਾ ਕੀਮਤੀ ਸਮਾਂ ਬਰਬਾਦ ਨਹੀਂ ਕਰਨਾ ਚਾਹੀਦਾ। (692, 986, 910, 1136)
brand-english: DESH SEWAK (142, 18, 243, 35)
article2-headline: ਇਤਿਹਾਸਕ ਸਾਲਾਨਾ ਜੋੜ ਮੇਲਾ ''ਗੁਰੂ ਕੀ ਢਾਬ'' (329, 667, 817, 698)
article3-column-b: ਵਿੱਚ ਵਿਚਾਰ ਫੈਲਾਉਣ ਲਈ ਇਹ ਇੱਕ ਵਧੀਆ ਮੰਚ ਹੈ। ਸਿਆਸੀ ਪਾਰਟੀਆਂ ਵੀ ਆਪਣੇ ਪ੍ਰਚਾਰ ਲਈ ਇਸ ਦੀ ਭਰਪੂਰ ਵਰਤੋਂ ਕਰਦੀਆਂ ਹਨ। ਕਈ ਵਾਰ ਗ਼ਲਤ ਅਤੇ ਝੂਠੀਆਂ ਖ਼ਬਰਾਂ ਫੈਲਾ ਕੇ ਸਮਾਜ ਵਿੱਚ ਨਫ਼ਰਤ ਪੈਦਾ ਕੀਤੀ ਜਾਂਦੀ ਹੈ। (352, 986, 686, 1020)
letters-box (8, 1246, 224, 1474)
article2-byline: -ਪ੍ਰਮੋਦ ਧੀਰ (236, 710, 285, 721)
letters-headline: ਆਓ ! ਆਪਣਿਆਂ ਦੀ ਬਾਂਹ ਫੜੀਏ (13, 1265, 219, 1285)
